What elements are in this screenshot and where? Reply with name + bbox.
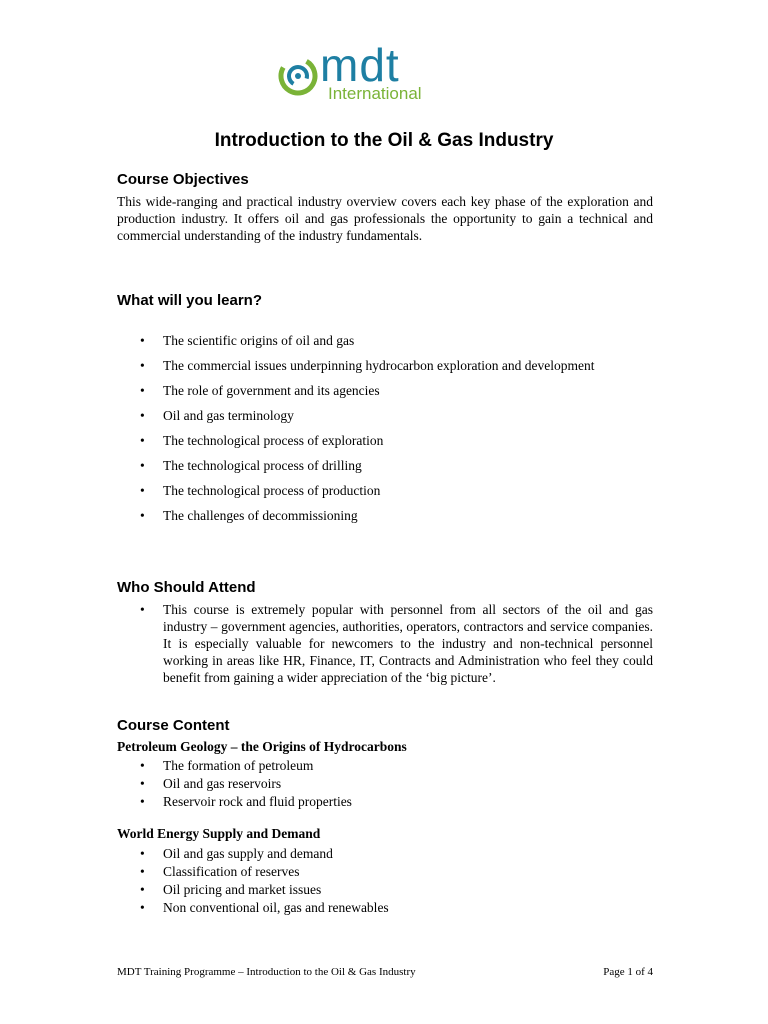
- list-item: • The technological process of exploration: [117, 432, 653, 449]
- list-item: • The technological process of production: [117, 482, 653, 499]
- list-item: • The formation of petroleum: [117, 757, 653, 774]
- section-title-energy: World Energy Supply and Demand: [117, 826, 321, 841]
- learn-heading: What will you learn?: [117, 292, 263, 309]
- list-item: • Oil and gas supply and demand: [117, 845, 653, 862]
- list-item: • The role of government and its agencies: [117, 382, 653, 399]
- logo-swirl-icon: [278, 56, 318, 96]
- list-item: • Classification of reserves: [117, 863, 653, 880]
- content-heading: Course Content: [117, 717, 230, 734]
- objectives-heading: Course Objectives: [117, 171, 249, 188]
- list-item: • Oil pricing and market issues: [117, 881, 653, 898]
- logo-subtitle: International: [328, 84, 422, 103]
- logo-brand: mdt: [320, 39, 400, 91]
- list-item: • Oil and gas reservoirs: [117, 775, 653, 792]
- list-item: • Non conventional oil, gas and renewables: [117, 899, 653, 916]
- page-number: Page 1 of 4: [603, 966, 653, 978]
- learn-list: [117, 332, 653, 532]
- list-item: • The commercial issues underpinning hydrocarbon exploration and development: [117, 357, 653, 374]
- footer-text: MDT Training Programme – Introduction to the Oil & Gas Industry: [117, 966, 416, 978]
- page-title: Introduction to the Oil & Gas Industry: [214, 130, 554, 151]
- list-item: • The challenges of decommissioning: [117, 507, 653, 524]
- list-item: • The scientific origins of oil and gas: [117, 332, 653, 349]
- list-item: • This course is extremely popular with personnel from all sectors of the oil and gas industry – government agencies, authorities, operators, contractors and service companies. It is especially valuable for newcomers to the industry and non-technical personnel working in areas like HR, Finance, IT, Contracts and Administration who feel they could benefit from gaining a wider appreciation of the ‘big picture’.: [117, 601, 653, 686]
- list-item: • Oil and gas terminology: [117, 407, 653, 424]
- energy-list: [117, 845, 653, 917]
- mdt-logo: [278, 39, 438, 104]
- geology-list: [117, 757, 653, 811]
- attend-heading: Who Should Attend: [117, 579, 256, 596]
- objectives-text: This wide-ranging and practical industry overview covers each key phase of the exploration and production industry. It offers oil and gas professionals the opportunity to gain a technical and commercial understanding of the industry fundamentals.: [117, 194, 653, 243]
- section-title-geology: Petroleum Geology – the Origins of Hydrocarbons: [117, 739, 407, 754]
- list-item: • The technological process of drilling: [117, 457, 653, 474]
- attend-list: [117, 601, 653, 686]
- list-item: • Reservoir rock and fluid properties: [117, 793, 653, 810]
